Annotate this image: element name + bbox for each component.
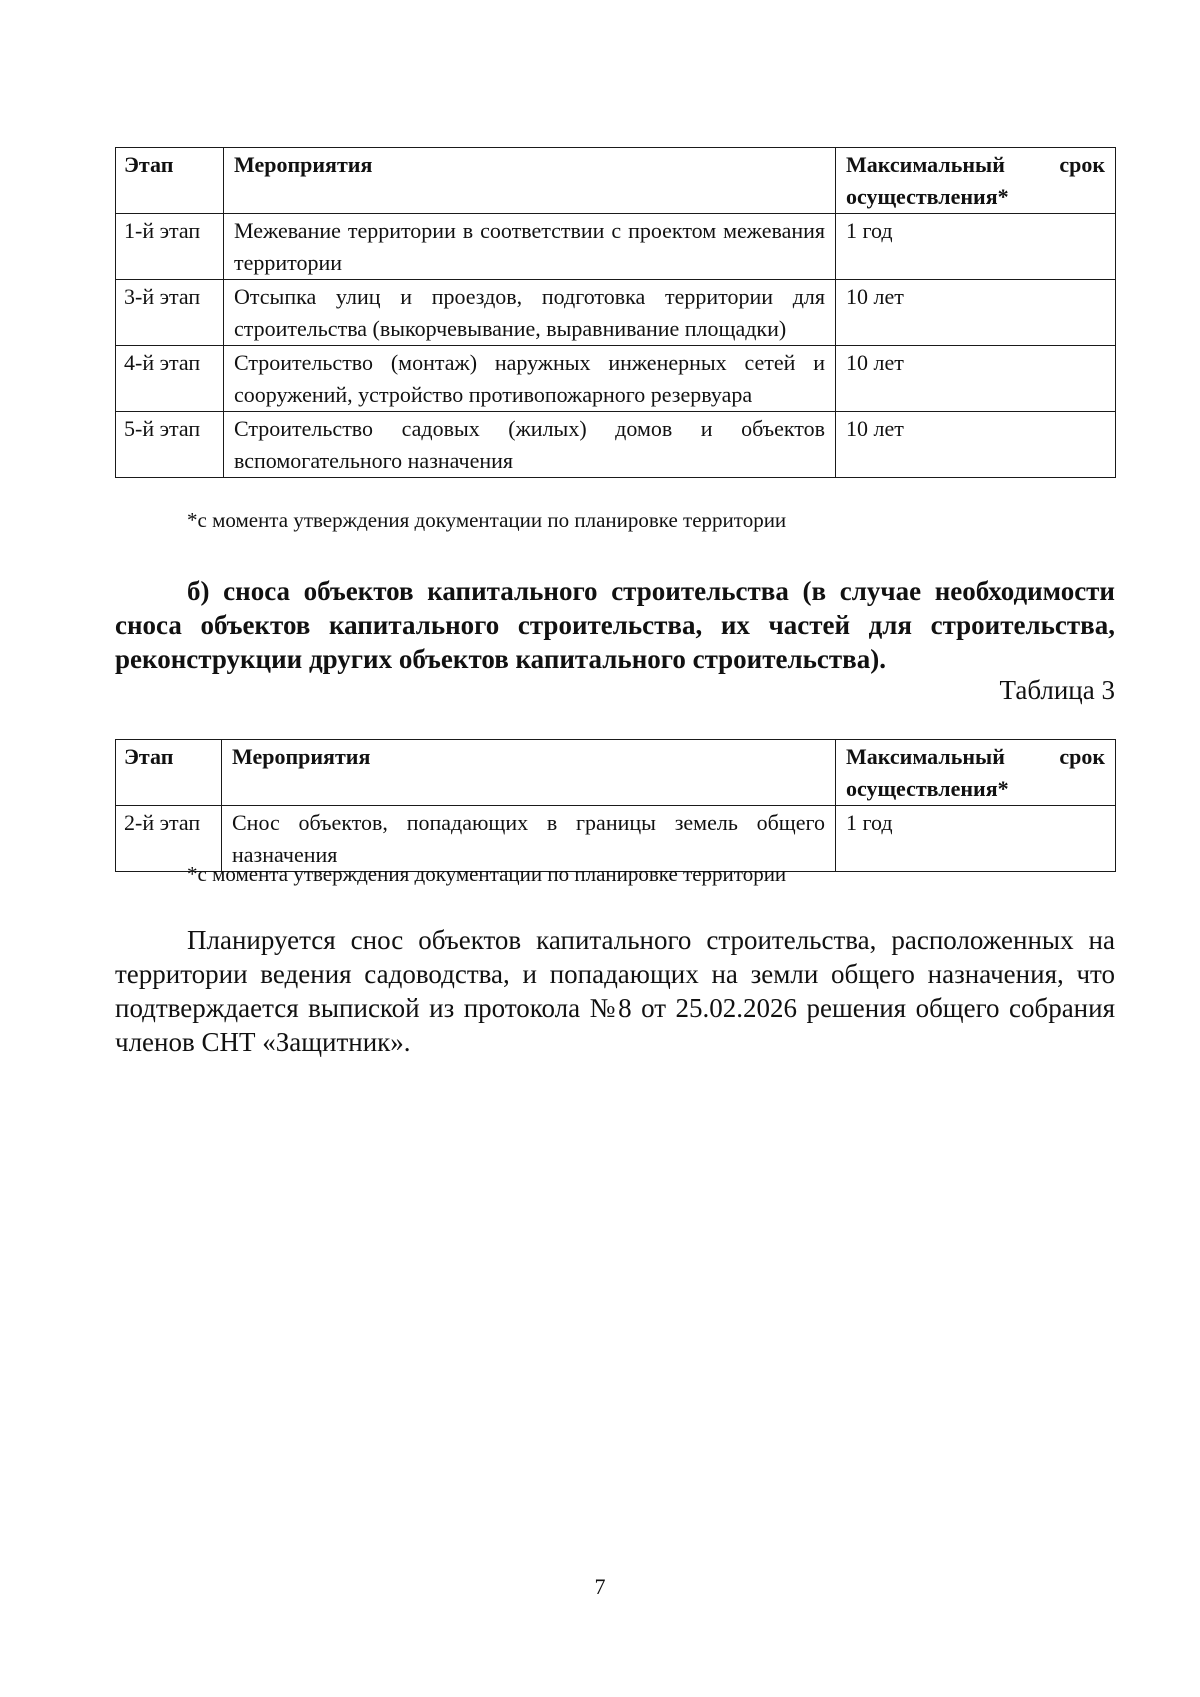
row-deadline: 10 лет	[836, 280, 1116, 346]
table-row	[116, 280, 1116, 346]
row-activity: Снос объектов, попадающих в границы земель общего назначения	[222, 806, 836, 872]
row-stage: 1-й этап	[116, 214, 224, 280]
row-deadline: 1 год	[836, 214, 1116, 280]
row-stage: 3-й этап	[116, 280, 224, 346]
header-activity: Мероприятия	[222, 740, 836, 806]
stages-table	[115, 147, 1116, 478]
header-deadline-word3: осуществления*	[846, 184, 1009, 209]
header-deadline	[836, 740, 1116, 806]
table-header-row	[116, 148, 1116, 214]
row-stage: 5-й этап	[116, 412, 224, 478]
header-stage: Этап	[116, 740, 222, 806]
row-stage: 4-й этап	[116, 346, 224, 412]
table-row	[116, 214, 1116, 280]
row-activity: Строительство (монтаж) наружных инженерных сетей и сооружений, устройство противопожарного резервуара	[224, 346, 836, 412]
table-footnote: *с момента утверждения документации по планировке территории	[187, 862, 787, 886]
header-stage: Этап	[116, 148, 224, 214]
header-deadline	[836, 148, 1116, 214]
row-activity: Строительство садовых (жилых) домов и объектов вспомогательного назначения	[224, 412, 836, 478]
header-deadline-word2: срок	[1059, 744, 1105, 769]
table-row	[116, 412, 1116, 478]
row-stage: 2-й этап	[116, 806, 222, 872]
row-deadline: 10 лет	[836, 346, 1116, 412]
table-caption: Таблица 3	[999, 675, 1115, 705]
row-activity: Отсыпка улиц и проездов, подготовка территории для строительства (выкорчевывание, выравнивание площадки)	[224, 280, 836, 346]
row-activity: Межевание территории в соответствии с проектом межевания территории	[224, 214, 836, 280]
table-row	[116, 346, 1116, 412]
table-footnote: *с момента утверждения документации по планировке территории	[187, 508, 787, 532]
demolition-table	[115, 739, 1116, 872]
body-paragraph: Планируется снос объектов капитального строительства, расположенных на территории ведения садоводства, и попадающих на земли общего назначения, что подтверждается выпиской из протокола №8 от 25.02.2026 решения общего собрания членов СНТ «Защитник».	[115, 925, 1115, 1057]
header-activity: Мероприятия	[224, 148, 836, 214]
header-deadline-word1: Максимальный	[846, 152, 1005, 177]
row-deadline: 1 год	[836, 806, 1116, 872]
header-deadline-word2: срок	[1059, 152, 1105, 177]
header-deadline-word3: осуществления*	[846, 776, 1009, 801]
section-heading: б) сноса объектов капитального строительства (в случае необходимости сноса объектов капитального строительства, их частей для строительства, реконструкции других объектов капитального строительства).	[115, 576, 1115, 674]
page-number: 7	[594, 1574, 606, 1599]
table-header-row	[116, 740, 1116, 806]
row-deadline: 10 лет	[836, 412, 1116, 478]
header-deadline-word1: Максимальный	[846, 744, 1005, 769]
